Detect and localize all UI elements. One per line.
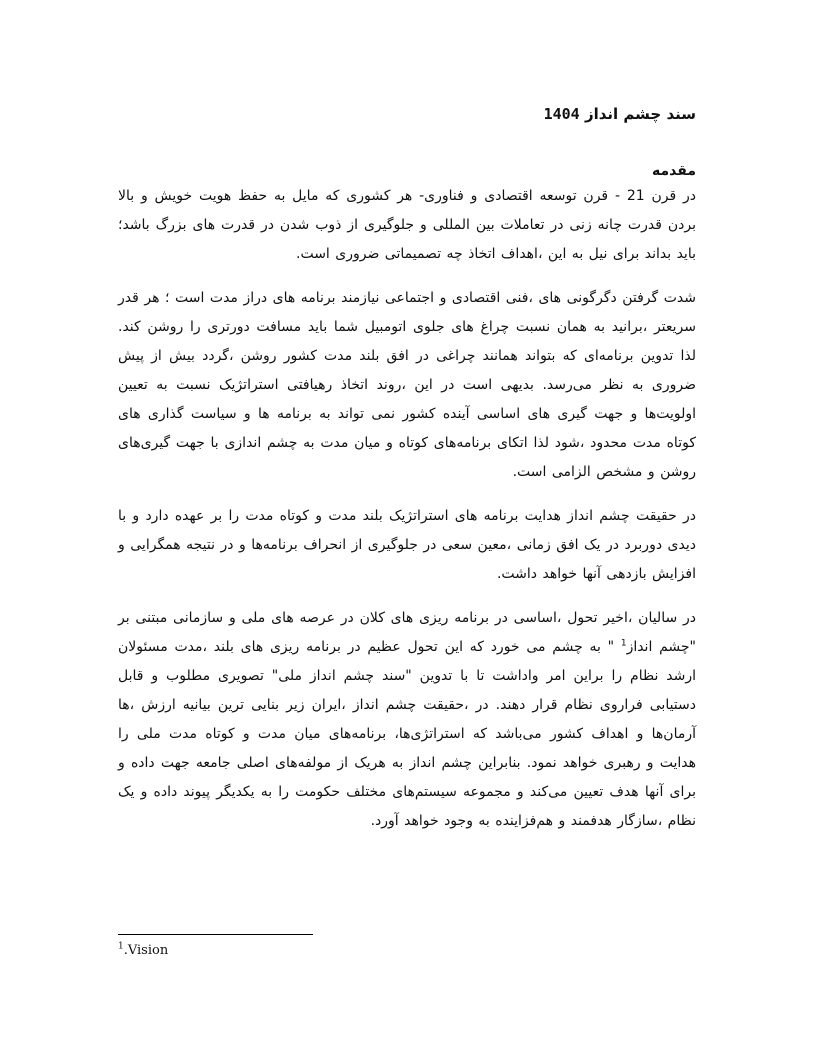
paragraph-4-part-1: در سالیان ،اخیر تحول ،اساسی در برنامه ریزی های کلان در عرصه های ملی و سازمانی مبتنی بر "چشم انداز — [118, 610, 697, 655]
footnote-reference: 1 — [620, 638, 627, 649]
footnote-number: 1 — [118, 941, 124, 952]
footnote-text: .Vision — [123, 943, 169, 958]
paragraph-4-part-2: " به چشم می خورد که این تحول عظیم در برنامه ریزی های بلند ،مدت مسئولان ارشد نظام را براین امر واداشت تا با تدوین "سند چشم انداز ملی" تصویری مطلوب و قابل دستیابی فراروی نظام قرار دهند. در ،حقیقت چشم انداز ،ایران زیر بنایی ترین بیانیه ارزش ،ها آرمان‌ها و اهداف کشور می‌باشد که استراتژی‌ها، برنامه‌های میان مدت و کوتاه مدت ملی را هدایت و رهبری خواهد نمود. بنابراین چشم انداز به هریک از مولفه‌های اصلی جامعه جهت داده و برای آنها هدف تعیین می‌کند و مجموعه سیستم‌های مختلف حکومت را به یکدیگر پیوند داده و یک نظام ،سازگار هدفمند و هم‌فزاینده به وجود خواهد آورد. — [118, 639, 696, 829]
intro-heading: مقدمه — [652, 163, 696, 179]
footnote — [118, 943, 168, 958]
document-title — [118, 96, 696, 132]
title-number: 1404 — [543, 105, 580, 123]
paragraph-4 — [118, 604, 696, 836]
footnote-separator — [118, 934, 313, 935]
title-text: سند چشم انداز — [584, 105, 696, 123]
paragraph-3: در حقیقت چشم انداز هدایت برنامه های استراتژیک بلند مدت و کوتاه مدت را بر عهده دارد و با دیدی دوربرد در یک افق زمانی ،معین سعی در جلوگیری از انحراف برنامه‌ها و در نتیجه همگرایی و افزایش بازدهی آنها خواهد داشت. — [118, 508, 696, 582]
document-body — [118, 96, 696, 851]
paragraph-2: شدت گرفتن دگرگونی های ،فنی اقتصادی و اجتماعی نیازمند برنامه های دراز مدت است ؛ هر قدر سریعتر ،برانید به همان نسبت چراغ های جلوی اتومبیل شما باید مسافت دورتری را روشن کند. لذا تدوین برنامه‌ای که بتواند همانند چراغی در افق بلند مدت کشور روشن ،گردد بیش از پیش ضروری به نظر می‌رسد. بدیهی است در این ،روند اتخاذ رهیافتی استراتژیک نسبت به تعیین اولویت‌ها و جهت گیری های اساسی آینده کشور نمی تواند به برنامه ها و سیاست گذاری های کوتاه مدت محدود ،شود لذا اتکای برنامه‌های کوتاه و میان مدت به چشم اندازی با جهت گیری‌های روشن و مشخص الزامی است. — [118, 290, 696, 480]
paragraph-1: در قرن 21 - قرن توسعه اقتصادی و فناوری- هر کشوری که مایل به حفظ هویت خویش و بالا بردن قدرت چانه زنی در تعاملات بین المللی و جلوگیری از ذوب شدن در قدرت های بزرگ باشد؛ باید بداند برای نیل به این ،اهداف اتخاذ چه تصمیماتی ضروری است. — [118, 188, 696, 262]
